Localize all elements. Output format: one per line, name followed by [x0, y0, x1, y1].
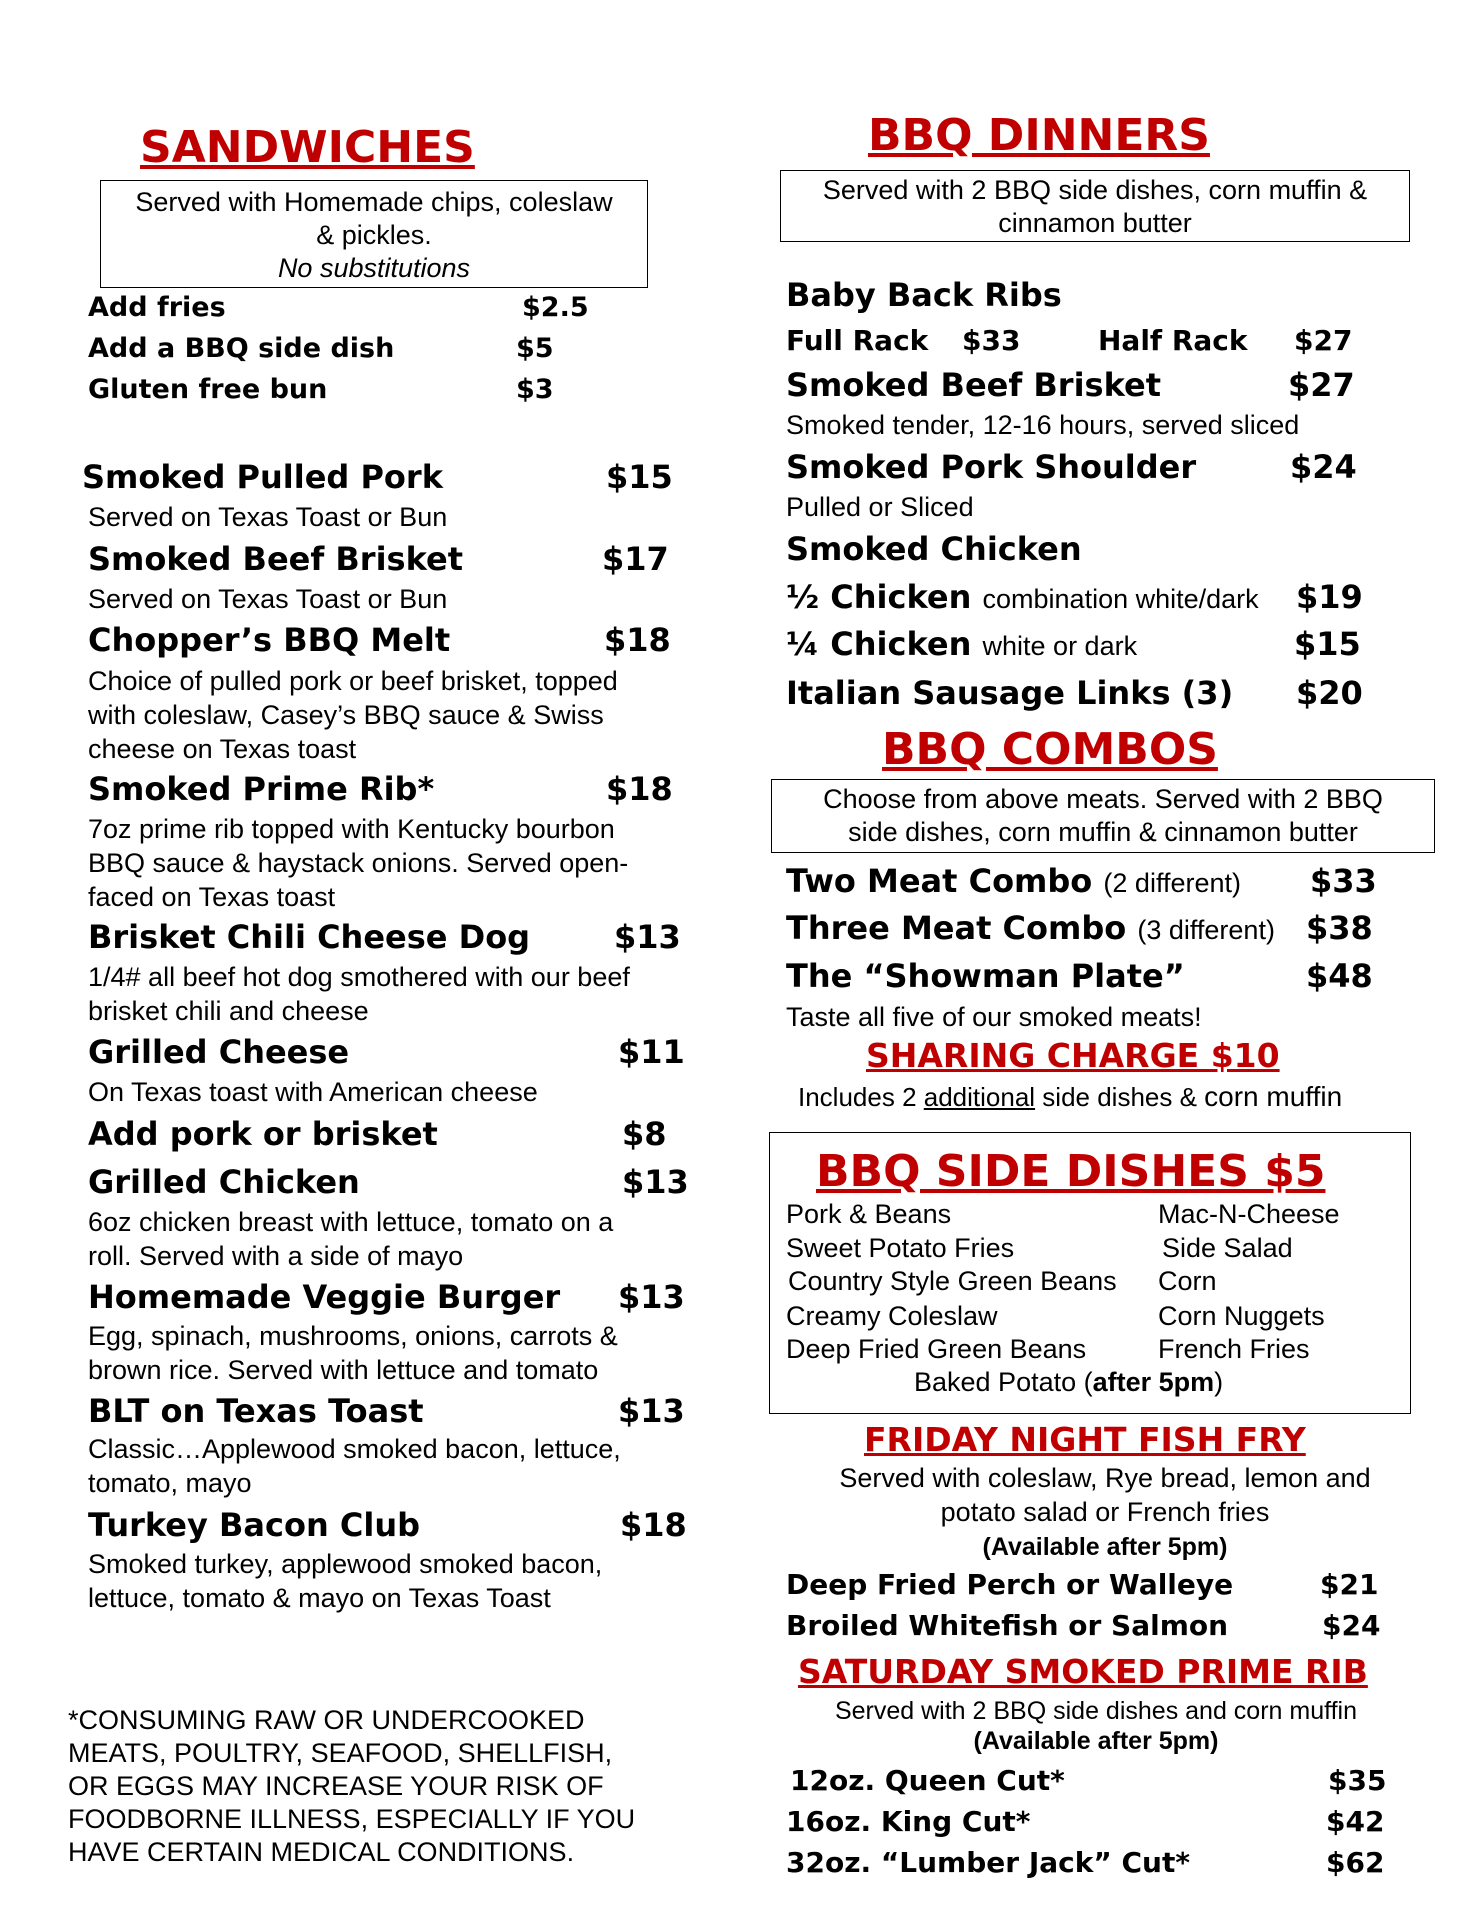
menu-item-price: $48	[1306, 957, 1373, 995]
menu-item-desc: Smoked turkey, applewood smoked bacon, lettuce, tomato & mayo on Texas Toast	[88, 1549, 603, 1613]
sandwiches-box-line: Served with Homemade chips, coleslaw	[135, 187, 613, 217]
menu-item-desc: On Texas toast with American cheese	[88, 1077, 538, 1107]
sharing-charge-desc: Includes 2 additional side dishes & corn muffin	[798, 1081, 1343, 1112]
fish-fry-availability: (Available after 5pm)	[982, 1533, 1228, 1561]
menu-item-desc: 1/4# all beef hot dog smothered with our beef brisket chili and cheese	[88, 962, 630, 1026]
menu-item-name: 12oz. Queen Cut*	[790, 1764, 1065, 1797]
menu-item-desc: Egg, spinach, mushrooms, onions, carrots & brown rice. Served with lettuce and tomato	[88, 1321, 618, 1385]
prime-rib-title: SATURDAY SMOKED PRIME RIB	[798, 1652, 1368, 1691]
menu-item-price: $42	[1326, 1805, 1385, 1838]
menu-item-name: Smoked Pork Shoulder	[786, 448, 1197, 486]
menu-item-name: Smoked Beef Brisket	[88, 540, 464, 578]
full-rack-label: Full Rack	[786, 324, 929, 357]
menu-item-price: $17	[602, 540, 669, 578]
menu-item-desc: Classic…Applewood smoked bacon, lettuce, tomato, mayo	[88, 1434, 621, 1498]
prime-rib-desc: Served with 2 BBQ side dishes and corn muffin	[834, 1697, 1358, 1725]
menu-item-price: $13	[622, 1163, 689, 1201]
menu-item-price: $13	[618, 1392, 685, 1430]
side-dishes-title: BBQ SIDE DISHES $5	[816, 1146, 1326, 1197]
menu-item-name: Smoked Beef Brisket	[786, 366, 1162, 404]
menu-item-name: Baby Back Ribs	[786, 276, 1062, 314]
addon-price: $3	[516, 374, 554, 405]
menu-item-desc: Served on Texas Toast or Bun	[88, 584, 448, 614]
menu-item-name: ½ Chicken combination white/dark	[786, 578, 1259, 616]
side-dish-item: Creamy Coleslaw	[786, 1301, 998, 1331]
dinners-title: BBQ DINNERS	[868, 110, 1210, 161]
menu-item-desc: Pulled or Sliced	[786, 492, 974, 522]
menu-item-name: BLT on Texas Toast	[88, 1392, 424, 1430]
menu-item-price: $24	[1322, 1609, 1381, 1642]
menu-item-price: $35	[1328, 1764, 1387, 1797]
addon-label: Add a BBQ side dish	[88, 333, 395, 364]
fish-fry-desc: Served with coleslaw, Rye bread, lemon and potato salad or French fries	[839, 1463, 1371, 1527]
sandwiches-info-box	[100, 180, 648, 288]
side-dish-item: Pork & Beans	[786, 1199, 952, 1229]
menu-item-price: $20	[1296, 674, 1363, 712]
menu-item-price: $38	[1306, 909, 1373, 947]
menu-item-name: Deep Fried Perch or Walleye	[786, 1568, 1234, 1601]
side-dish-item: Country Style Green Beans	[788, 1266, 1117, 1296]
combos-title: BBQ COMBOS	[882, 724, 1218, 775]
menu-item-desc: 7oz prime rib topped with Kentucky bourbon BBQ sauce & haystack onions. Served open- faced on Texas toast	[88, 814, 629, 912]
menu-item-name: Smoked Pulled Pork	[82, 458, 443, 496]
menu-item-name: Grilled Cheese	[88, 1033, 350, 1071]
menu-item-name: Three Meat Combo (3 different)	[786, 909, 1275, 947]
full-rack-price: $33	[962, 324, 1021, 357]
addon-price: $5	[516, 333, 554, 364]
side-dish-item: Side Salad	[1162, 1233, 1293, 1263]
sharing-charge-title: SHARING CHARGE $10	[866, 1036, 1280, 1075]
addon-label: Gluten free bun	[88, 374, 328, 405]
menu-item-name: ¼ Chicken white or dark	[786, 625, 1138, 663]
menu-item-name: 16oz. King Cut*	[786, 1805, 1031, 1838]
menu-item-price: $21	[1320, 1568, 1379, 1601]
menu-item-name: Brisket Chili Cheese Dog	[88, 918, 531, 956]
combos-info-box: Choose from above meats. Served with 2 BBQ side dishes, corn muffin & cinnamon butter	[771, 779, 1435, 853]
menu-item-price: $27	[1288, 366, 1355, 404]
menu-item-name: The “Showman Plate”	[786, 957, 1185, 995]
addon-price: $2.5	[522, 292, 589, 323]
menu-item-price: $33	[1310, 862, 1377, 900]
side-dish-item: Corn Nuggets	[1158, 1301, 1325, 1331]
menu-item-name: Add pork or brisket	[88, 1115, 438, 1153]
side-dish-item: French Fries	[1158, 1334, 1310, 1364]
menu-item-price: $11	[618, 1033, 685, 1071]
sandwiches-box-line: & pickles.	[316, 220, 432, 250]
menu-item-price: $13	[614, 918, 681, 956]
food-safety-warning: *CONSUMING RAW OR UNDERCOOKED MEATS, POULTRY, SEAFOOD, SHELLFISH, OR EGGS MAY INCREASE YOUR RISK OF FOODBORNE ILLNESS, ESPECIALLY IF YOU HAVE CERTAIN MEDICAL CONDITIONS.	[68, 1705, 636, 1867]
menu-item-price: $18	[620, 1506, 687, 1544]
fish-fry-title: FRIDAY NIGHT FISH FRY	[864, 1420, 1306, 1459]
menu-item-desc: Choice of pulled pork or beef brisket, topped with coleslaw, Casey’s BBQ sauce & Swiss cheese on Texas toast	[88, 666, 618, 764]
menu-item-price: $15	[1294, 625, 1361, 663]
menu-item-price: $62	[1326, 1846, 1385, 1879]
menu-item-name: Broiled Whitefish or Salmon	[786, 1609, 1229, 1642]
menu-item-name: Homemade Veggie Burger	[88, 1278, 561, 1316]
menu-item-price: $8	[622, 1115, 667, 1153]
side-dish-item: Sweet Potato Fries	[786, 1233, 1015, 1263]
side-dish-item: Corn	[1158, 1266, 1217, 1296]
menu-item-desc: Smoked tender, 12-16 hours, served sliced	[786, 410, 1300, 440]
menu-item-desc: Taste all five of our smoked meats!	[786, 1002, 1202, 1032]
menu-item-name: Chopper’s BBQ Melt	[88, 621, 451, 659]
menu-item-desc: Served on Texas Toast or Bun	[88, 502, 448, 532]
menu-item-name: Grilled Chicken	[88, 1163, 360, 1201]
menu-item-price: $24	[1290, 448, 1357, 486]
prime-rib-availability: (Available after 5pm)	[973, 1727, 1219, 1755]
dinners-info-box: Served with 2 BBQ side dishes, corn muffin & cinnamon butter	[780, 170, 1410, 242]
menu-item-price: $13	[618, 1278, 685, 1316]
half-rack-label: Half Rack	[1098, 324, 1248, 357]
side-dish-item: Mac-N-Cheese	[1158, 1199, 1340, 1229]
menu-item-name: Italian Sausage Links (3)	[786, 674, 1234, 712]
menu-item-name: Smoked Chicken	[786, 530, 1082, 568]
side-dish-item: Baked Potato (after 5pm)	[914, 1367, 1224, 1397]
menu-item-name: Two Meat Combo (2 different)	[786, 862, 1241, 900]
addon-label: Add fries	[88, 292, 226, 323]
menu-item-desc: 6oz chicken breast with lettuce, tomato on a roll. Served with a side of mayo	[88, 1207, 614, 1271]
menu-item-price: $18	[606, 770, 673, 808]
half-rack-price: $27	[1294, 324, 1353, 357]
side-dish-item: Deep Fried Green Beans	[786, 1334, 1087, 1364]
menu-item-price: $19	[1296, 578, 1363, 616]
menu-item-name: 32oz. “Lumber Jack” Cut*	[786, 1846, 1191, 1879]
menu-item-price: $18	[604, 621, 671, 659]
menu-item-name: Turkey Bacon Club	[88, 1506, 420, 1544]
menu-item-name: Smoked Prime Rib*	[88, 770, 435, 808]
menu-item-price: $15	[606, 458, 673, 496]
sandwiches-title: SANDWICHES	[140, 122, 475, 173]
sandwiches-box-line: No substitutions	[277, 253, 471, 283]
